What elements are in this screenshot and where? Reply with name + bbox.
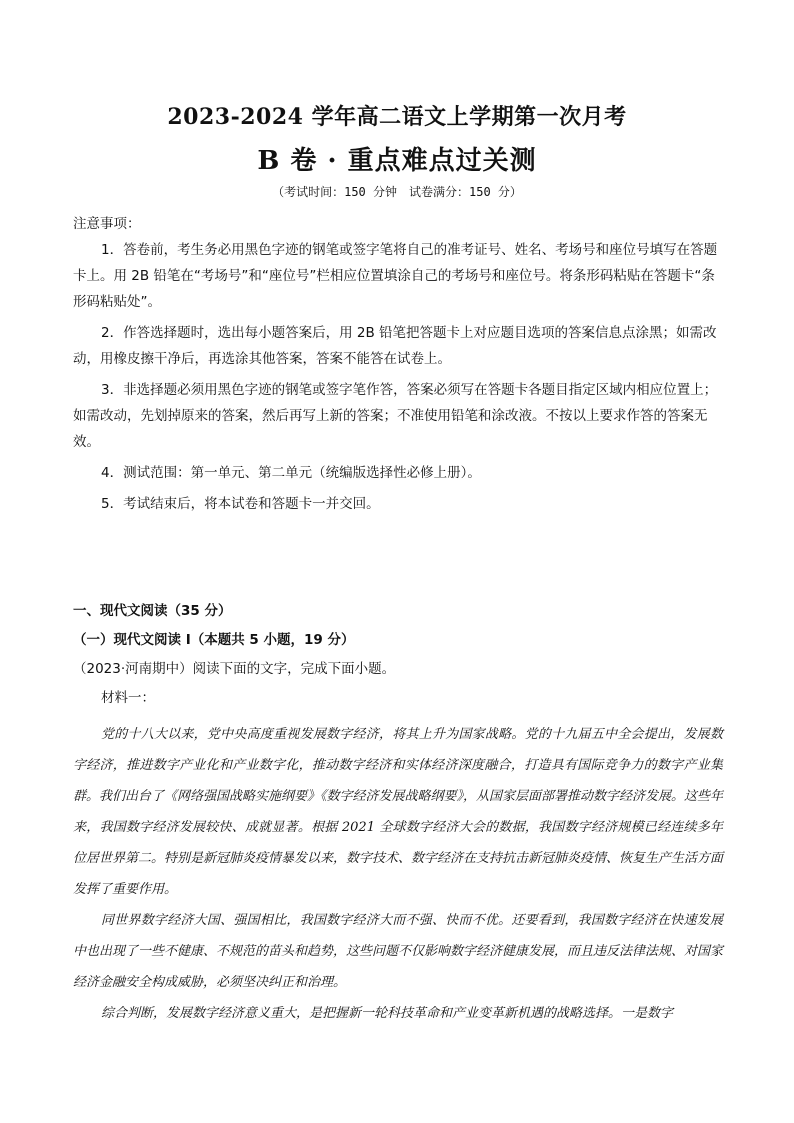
passage-paragraph: 综合判断，发展数字经济意义重大，是把握新一轮科技革命和产业变革新机遇的战略选择。一是数字 (101, 1006, 674, 1021)
exam-title: 2023-2024 学年高二语文上学期第一次月考 (167, 104, 627, 130)
note-item: 2．作答选择题时，选出每小题答案后，用 2B 铅笔把答题卡上对应题目选项的答案信息点涂黑；如需改动，用橡皮擦干净后，再选涂其他答案，答案不能答在试卷上。 (73, 325, 717, 367)
section-header (73, 598, 723, 711)
section-heading: 一、现代文阅读（35 分） (73, 603, 232, 619)
exam-subtitle: B 卷 · 重点难点过关测 (257, 146, 537, 176)
material-label: 材料一： (101, 690, 155, 706)
passage-paragraph: 党的十八大以来，党中央高度重视发展数字经济，将其上升为国家战略。党的十九届五中全会提出，发展数字经济，推进数字产业化和产业数字化，推动数字经济和实体经济深度融合，打造具有国际竞争力的数字产业集群。我们出台了《网络强国战略实施纲要》《数字经济发展战略纲要》，从国家层面部署推动数字经济发展。这些年来，我国数字经济发展较快、成就显著。根据 2021 全球数字经济大会的数据，我国数字经济规模已经连续多年位居世界第二。特别是新冠肺炎疫情暴发以来，数字技术、数字经济在支持抗击新冠肺炎疫情、恢复生产生活方面发挥了重要作用。 (73, 727, 724, 897)
note-item: 4．测试范围：第一单元、第二单元（统编版选择性必修上册）。 (101, 465, 481, 481)
note-item: 5．考试结束后，将本试卷和答题卡一并交回。 (101, 496, 380, 512)
section-instruction: （2023·河南期中）阅读下面的文字，完成下面小题。 (73, 661, 396, 677)
note-item: 1．答卷前，考生务必用黑色字迹的钢笔或签字笔将自己的准考证号、姓名、考场号和座位号填写在答题卡上。用 2B 铅笔在“考场号”和“座位号”栏相应位置填涂自己的考场号和座位号。将条形码粘贴在答题卡“条形码粘贴处”。 (73, 242, 718, 310)
notes-section (73, 211, 723, 517)
note-item: 3．非选择题必须用黑色字迹的钢笔或签字笔作答，答案必须写在答题卡各题目指定区域内相应位置上；如需改动，先划掉原来的答案，然后再写上新的答案；不准使用铅笔和涂改液。不按以上要求作答的答案无效。 (73, 382, 718, 450)
passage-paragraph: 同世界数字经济大国、强国相比，我国数字经济大而不强、快而不优。还要看到，我国数字经济在快速发展中也出现了一些不健康、不规范的苗头和趋势，这些问题不仅影响数字经济健康发展，而且违反法律法规、对国家经济金融安全构成威胁，必须坚决纠正和治理。 (73, 913, 724, 990)
reading-passage (73, 719, 723, 1029)
section-subheading: （一）现代文阅读 I（本题共 5 小题，19 分） (73, 632, 355, 648)
exam-time-score-info: （考试时间：150 分钟 试卷满分：150 分） (272, 185, 522, 199)
notes-heading: 注意事项： (73, 216, 141, 232)
